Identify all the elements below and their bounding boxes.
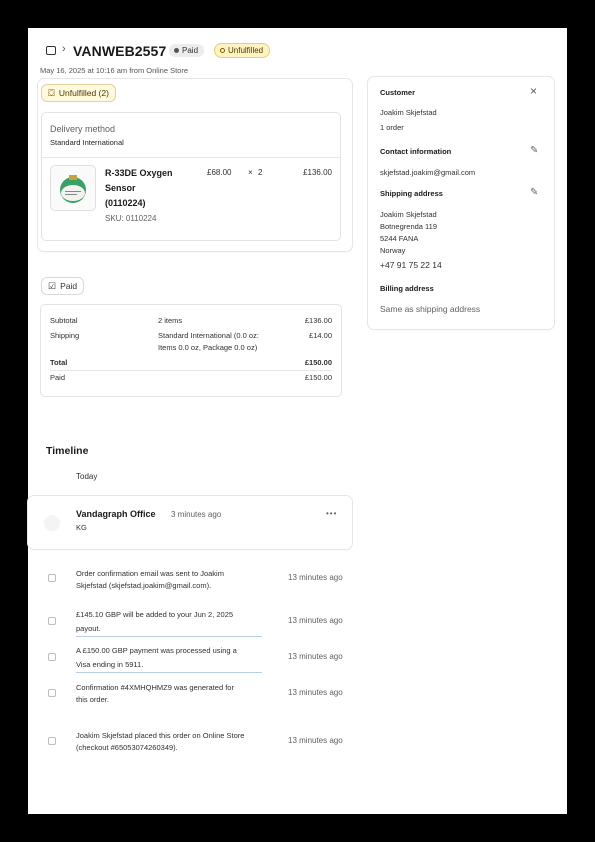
line-total: £136.00 — [303, 168, 332, 177]
event-text-line1: Order confirmation email was sent to Joakim — [76, 569, 224, 578]
address-line: Norway — [380, 246, 406, 255]
timeline-event — [76, 608, 233, 636]
event-time: 13 minutes ago — [288, 652, 343, 661]
timeline-title: Timeline — [46, 445, 89, 457]
timeline-event — [76, 644, 237, 672]
shipping-detail-line2: Items 0.0 oz, Package 0.0 oz) — [158, 343, 258, 352]
total-value: £150.00 — [304, 358, 332, 367]
oxygen-sensor-image-icon — [51, 166, 95, 210]
quantity: 2 — [258, 168, 263, 177]
event-text-line2: Visa ending in 5911. — [76, 660, 144, 669]
close-icon[interactable]: × — [530, 84, 538, 98]
edit-contact-pencil-icon[interactable]: ✎ — [530, 145, 539, 156]
timeline-event — [76, 730, 244, 754]
divider — [76, 672, 262, 673]
divider — [76, 636, 262, 637]
event-text-line1: Confirmation #4XMHQHMZ9 was generated for — [76, 683, 234, 692]
shipping-label: Shipping — [50, 331, 80, 340]
times-symbol: × — [248, 168, 253, 177]
breadcrumb-chevron-icon: › — [62, 43, 66, 55]
address-line: Botnegrenda 119 — [380, 222, 437, 231]
event-text-line2: (checkout #65053074260349). — [76, 743, 178, 752]
event-text-line2: Skjefstad (skjefstad.joakim@gmail.com). — [76, 581, 212, 590]
event-checkbox[interactable] — [48, 737, 56, 745]
delivery-method-value: Standard International — [50, 138, 124, 147]
event-time: 13 minutes ago — [288, 616, 343, 625]
customer-phone: +47 91 75 22 14 — [380, 260, 442, 270]
more-actions-icon[interactable]: ••• — [326, 509, 338, 518]
billing-address-value: Same as shipping address — [380, 304, 481, 314]
shipping-detail-line1: Standard International (0.0 oz: — [158, 331, 259, 340]
unfulfilled-badge-label: Unfulfilled — [228, 46, 264, 55]
customer-card — [368, 77, 554, 329]
timeline-day-label: Today — [76, 472, 98, 481]
divider — [50, 370, 332, 371]
comment-time: 3 minutes ago — [171, 510, 222, 519]
paid-pill — [41, 277, 84, 295]
paid-status-badge — [169, 44, 204, 57]
product-name-line2[interactable]: Sensor — [105, 183, 136, 193]
payment-summary-box — [40, 304, 342, 397]
product-name-line3[interactable]: (0110224) — [105, 198, 146, 208]
timeline-event — [76, 568, 224, 592]
unfulfilled-count-pill — [41, 84, 116, 102]
paid-value: £150.00 — [304, 373, 332, 382]
event-checkbox[interactable] — [48, 574, 56, 582]
paid-badge-label: Paid — [182, 46, 199, 55]
event-text-line2: this order. — [76, 695, 109, 704]
address-line: Joakim Skjefstad — [380, 210, 437, 219]
order-page — [28, 28, 567, 814]
order-subtitle: May 16, 2025 at 10:16 am from Online Store — [40, 66, 188, 75]
divider — [42, 157, 340, 158]
customer-orders[interactable]: 1 order — [380, 123, 404, 132]
event-time: 13 minutes ago — [288, 573, 343, 582]
unfulfilled-ring-icon — [220, 48, 225, 53]
timeline-comment-card — [28, 496, 352, 549]
comment-author: Vandagraph Office — [76, 509, 156, 519]
contact-info-title: Contact information — [380, 147, 452, 156]
event-time: 13 minutes ago — [288, 736, 343, 745]
subtotal-value: £136.00 — [304, 316, 332, 325]
billing-address-title: Billing address — [380, 284, 434, 293]
address-line: 5244 FANA — [380, 234, 419, 243]
fulfillment-inner-box — [41, 112, 341, 241]
avatar — [44, 515, 60, 531]
event-checkbox[interactable] — [48, 689, 56, 697]
product-thumbnail[interactable] — [50, 165, 96, 211]
paid-pill-label: Paid — [60, 281, 78, 291]
paid-dot-icon — [174, 48, 179, 53]
event-text-line1: Joakim Skjefstad placed this order on Online Store — [76, 731, 245, 740]
product-sku: SKU: 0110224 — [105, 214, 157, 223]
unit-price: £68.00 — [207, 168, 232, 177]
unfulfilled-count-label: Unfulfilled (2) — [58, 88, 109, 98]
inbox-icon[interactable] — [46, 46, 56, 55]
event-checkbox[interactable] — [48, 653, 56, 661]
unfulfilled-status-badge — [214, 43, 270, 58]
edit-shipping-pencil-icon[interactable]: ✎ — [530, 187, 539, 198]
event-text-line2: payout. — [76, 624, 101, 633]
shipping-address-title: Shipping address — [380, 189, 443, 198]
event-text-line1: £145.10 GBP will be added to your Jun 2, 2025 — [76, 610, 234, 619]
fulfillment-card — [38, 79, 352, 251]
customer-name[interactable]: Joakim Skjefstad — [380, 108, 437, 117]
event-time: 13 minutes ago — [288, 688, 343, 697]
timeline-event — [76, 682, 234, 706]
delivery-method-title: Delivery method — [50, 124, 116, 134]
product-name-line1[interactable]: R-33DE Oxygen — [105, 168, 173, 178]
order-title: VANWEB2557 — [73, 43, 167, 59]
fulfillment-box-icon: ⛋ — [48, 87, 55, 98]
checkbox-checked-icon: ☑ — [48, 280, 57, 291]
subtotal-label: Subtotal — [50, 316, 78, 325]
event-checkbox[interactable] — [48, 617, 56, 625]
paid-label: Paid — [50, 373, 66, 382]
total-label: Total — [50, 358, 68, 367]
customer-title: Customer — [380, 88, 416, 97]
comment-initials: KG — [76, 523, 87, 532]
customer-email[interactable]: skjefstad.joakim@gmail.com — [380, 168, 476, 177]
subtotal-detail: 2 items — [158, 316, 183, 325]
event-text-line1: A £150.00 GBP payment was processed using a — [76, 646, 237, 655]
shipping-value: £14.00 — [309, 331, 332, 340]
